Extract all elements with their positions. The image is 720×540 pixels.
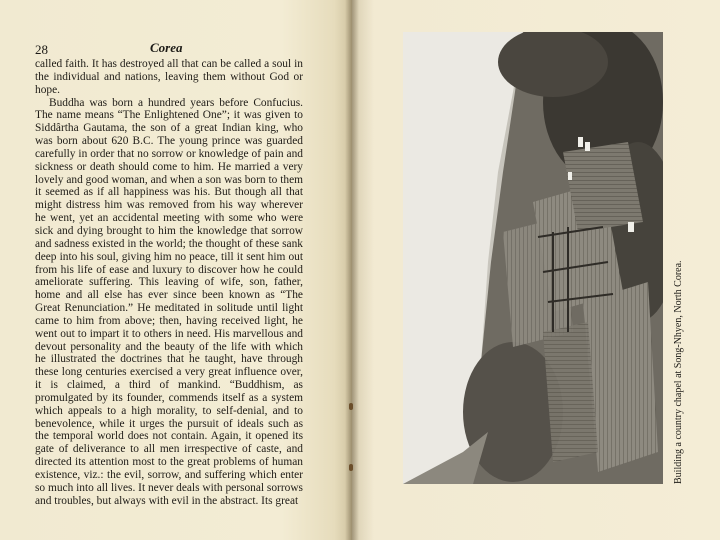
paragraph: called faith. It has destroyed all that can be called a soul in the individual and nations, leaving them without God or hope. bbox=[35, 58, 303, 96]
photo-caption: Building a country chapel at Song-Nhyen, North Corea. bbox=[673, 260, 684, 484]
left-page bbox=[0, 0, 352, 540]
book-gutter bbox=[345, 0, 359, 540]
chapel-photograph bbox=[403, 32, 663, 484]
page-number: 28 bbox=[35, 42, 48, 57]
binding-hole bbox=[349, 464, 353, 471]
body-text bbox=[35, 58, 303, 508]
running-head: Corea bbox=[150, 40, 183, 55]
paragraph: Buddha was born a hundred years before Confucius. The name means “The Enlightened One”; it was given to Siddârtha Gautama, the son of a great Indian king, who was born about 620 B.C. The young prince was guarded carefully in order that no sorrow or knowledge of pain and sickness or death should come to him. He married a very lovely and good woman, and when a son was born to them it seemed as if all happiness was his. But though all that might distress him was removed from his way wherever he went, yet an accidental meeting with some who were sick and dying brought to him the knowledge that sorrow and sadness existed in the world; the thought of these sank deep into his soul, giving him no peace, till it sent him out from his life of ease and luxury to discover how he could ameliorate suffering. This leaving of wife, son, father, home and all else has ever since been known as “The Great Renunciation.” He meditated in solitude until light came to him from above; then, having received light, he went out to impart it to others in need. His marvellous and devout personality and the beauty of the life with which he illustrated the doctrines that he taught, have through these long centuries exercised a very great influence over, it is claimed, a third of mankind. “Buddhism, as promulgated by its founder, commends itself as a system which appeals to a high morality, to self-denial, and to benevolence, while it urges the pursuit of ideals such as the temporal world does not contain. Again, it opened its gate of deliverance to all men irrespective of caste, and directed its attention most to the great problems of human existence, viz.: the evil, sorrow, and suffering which enter so much into all lives. It never deals with personal sorrows and troubles, but always with evil in the abstract. Its great bbox=[35, 96, 303, 507]
chapel-photograph-image bbox=[403, 32, 663, 484]
binding-hole bbox=[349, 403, 353, 410]
